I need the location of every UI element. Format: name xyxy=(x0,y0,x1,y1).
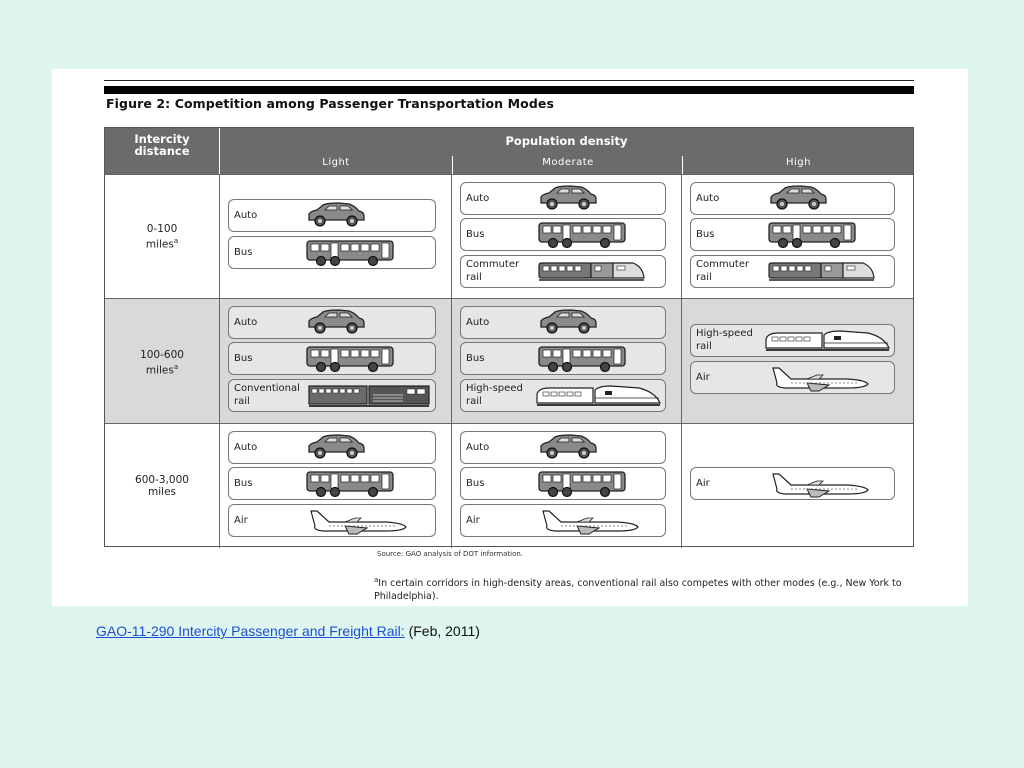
distance-range: 600-3,000 xyxy=(135,474,189,486)
row-distance-label xyxy=(105,175,220,298)
mode-box xyxy=(228,504,436,537)
mode-box xyxy=(228,431,436,464)
mode-box xyxy=(690,255,895,288)
density-cell-light xyxy=(220,299,452,423)
airplane-icon xyxy=(767,470,871,501)
table-header xyxy=(105,128,913,174)
table-row xyxy=(105,298,913,423)
competition-table xyxy=(104,127,914,547)
title-rule xyxy=(104,86,914,94)
mode-label: Auto xyxy=(696,193,720,204)
figure-panel xyxy=(52,69,968,606)
top-rule xyxy=(104,80,914,81)
mode-label: Conventional rail xyxy=(234,383,300,407)
mode-label: Bus xyxy=(234,478,253,489)
density-cell-moderate xyxy=(452,175,682,298)
distance-unit: miles xyxy=(148,486,176,498)
mode-box xyxy=(228,467,436,500)
commuter-rail-icon xyxy=(767,258,877,287)
distance-unit: miles$^a$ xyxy=(145,363,179,377)
bus-icon xyxy=(305,470,397,501)
mode-box xyxy=(460,504,666,537)
mode-box xyxy=(460,218,666,251)
density-cell-light xyxy=(220,175,452,298)
header-density: Population density xyxy=(505,134,628,148)
mode-label: Auto xyxy=(234,210,258,221)
figure-title: Figure 2: Competition among Passenger Transportation Modes xyxy=(106,96,554,111)
bus-icon xyxy=(537,345,629,376)
mode-label: Bus xyxy=(466,478,485,489)
mode-box xyxy=(460,467,666,500)
car-icon xyxy=(537,434,599,463)
mode-label: Air xyxy=(696,372,710,383)
mode-box xyxy=(460,306,666,339)
conventional-rail-icon xyxy=(307,382,432,413)
header-moderate: Moderate xyxy=(452,156,683,174)
table-row xyxy=(105,174,913,298)
mode-box xyxy=(460,342,666,375)
car-icon xyxy=(767,185,829,214)
mode-box xyxy=(690,218,895,251)
mode-label: Bus xyxy=(466,229,485,240)
bus-icon xyxy=(305,345,397,376)
mode-box xyxy=(690,324,895,357)
distance-unit: miles$^a$ xyxy=(145,237,179,251)
car-icon xyxy=(537,309,599,338)
footnote-mark: a xyxy=(374,576,379,584)
density-cell-high xyxy=(682,299,913,423)
mode-label: Commuter rail xyxy=(696,259,750,283)
airplane-icon xyxy=(305,507,409,538)
distance-range: 0-100 xyxy=(146,223,178,235)
density-cell-light xyxy=(220,424,452,548)
mode-box xyxy=(228,342,436,375)
distance-range: 100-600 xyxy=(140,349,184,361)
bus-icon xyxy=(767,221,859,252)
airplane-icon xyxy=(537,507,641,538)
mode-box xyxy=(460,431,666,464)
footnote-ref: a xyxy=(173,237,179,245)
car-icon xyxy=(305,434,367,463)
bus-icon xyxy=(305,239,397,270)
density-cell-moderate xyxy=(452,299,682,423)
mode-box xyxy=(228,379,436,412)
mode-box xyxy=(690,182,895,215)
row-distance-label xyxy=(105,424,220,548)
mode-label: Auto xyxy=(466,317,490,328)
mode-box xyxy=(460,379,666,412)
mode-label: High-speed rail xyxy=(696,328,753,352)
high-speed-rail-icon xyxy=(764,327,892,358)
mode-label: Auto xyxy=(234,317,258,328)
mode-label: Bus xyxy=(234,353,253,364)
mode-label: Air xyxy=(234,515,248,526)
car-icon xyxy=(537,185,599,214)
mode-label: Auto xyxy=(466,442,490,453)
footnote-ref: a xyxy=(173,363,179,371)
density-cell-high xyxy=(682,424,913,548)
mode-label: Auto xyxy=(466,193,490,204)
source-note: Source: GAO analysis of DOT information. xyxy=(377,550,524,558)
report-date: (Feb, 2011) xyxy=(408,623,480,639)
car-icon xyxy=(305,202,367,231)
bus-icon xyxy=(537,470,629,501)
mode-label: Air xyxy=(466,515,480,526)
airplane-icon xyxy=(767,364,871,395)
mode-label: Bus xyxy=(234,247,253,258)
commuter-rail-icon xyxy=(537,258,647,287)
density-cell-moderate xyxy=(452,424,682,548)
mode-box xyxy=(228,199,436,232)
report-link[interactable]: GAO-11-290 Intercity Passenger and Freight Rail: xyxy=(96,623,405,639)
header-distance: Intercity distance xyxy=(105,128,220,174)
mode-box xyxy=(460,182,666,215)
mode-box xyxy=(460,255,666,288)
mode-box xyxy=(228,236,436,269)
mode-box xyxy=(690,361,895,394)
mode-label: High-speed rail xyxy=(466,383,523,407)
mode-label: Air xyxy=(696,478,710,489)
footnote xyxy=(374,574,934,603)
bus-icon xyxy=(537,221,629,252)
car-icon xyxy=(305,309,367,338)
mode-box xyxy=(690,467,895,500)
high-speed-rail-icon xyxy=(535,382,663,413)
mode-label: Bus xyxy=(696,229,715,240)
table-row xyxy=(105,423,913,548)
header-light: Light xyxy=(322,157,350,168)
mode-label: Auto xyxy=(234,442,258,453)
header-high: High xyxy=(682,156,914,174)
footnote-text: In certain corridors in high-density areas, conventional rail also competes with other modes (e.g., New York to Philadelphia). xyxy=(374,578,902,603)
row-distance-label xyxy=(105,299,220,423)
density-cell-high xyxy=(682,175,913,298)
mode-label: Commuter rail xyxy=(466,259,520,283)
caption xyxy=(96,623,480,639)
mode-box xyxy=(228,306,436,339)
mode-label: Bus xyxy=(466,353,485,364)
